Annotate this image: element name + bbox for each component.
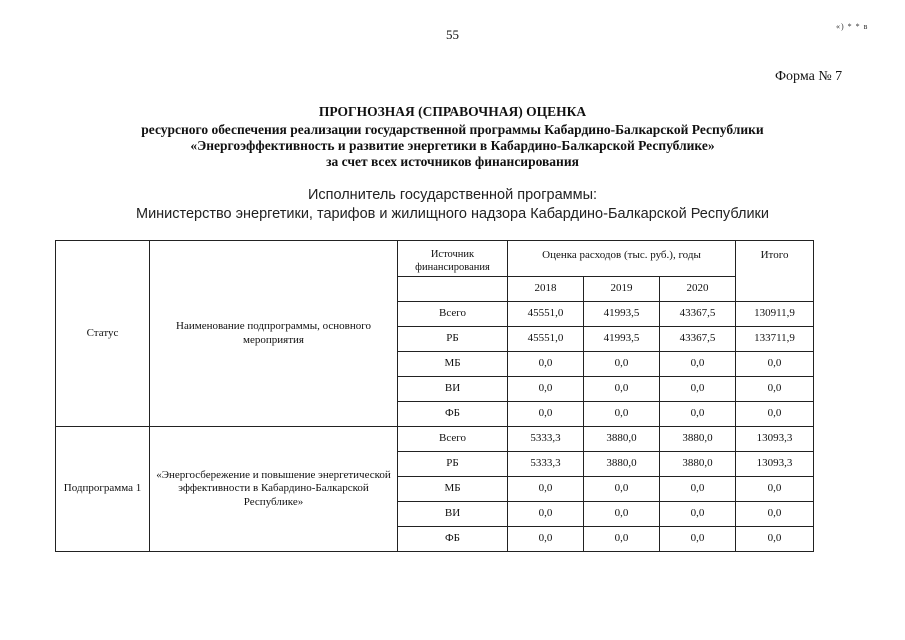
value-cell: 0,0 [584, 527, 660, 552]
header-total: Итого [736, 241, 814, 302]
value-cell: 0,0 [508, 527, 584, 552]
value-cell: 0,0 [660, 502, 736, 527]
status-cell: Статус [56, 241, 150, 427]
document-title: ПРОГНОЗНАЯ (СПРАВОЧНАЯ) ОЦЕНКА [318, 104, 587, 119]
value-cell: 0,0 [584, 352, 660, 377]
source-cell: ФБ [398, 527, 508, 552]
executor-label: Исполнитель государственной программы: [307, 187, 598, 203]
header-source-empty [398, 277, 508, 302]
value-cell: 3880,0 [660, 427, 736, 452]
value-cell: 41993,5 [584, 302, 660, 327]
value-cell: 0,0 [660, 477, 736, 502]
value-cell: 41993,5 [584, 327, 660, 352]
value-cell: 0,0 [508, 377, 584, 402]
name-cell: Наименование подпрограммы, основного мероприятия [150, 241, 398, 427]
source-cell: РБ [398, 327, 508, 352]
value-cell: 45551,0 [508, 327, 584, 352]
value-cell: 5333,3 [508, 452, 584, 477]
value-cell: 0,0 [508, 502, 584, 527]
value-cell: 0,0 [508, 402, 584, 427]
header-year-2020: 2020 [660, 277, 736, 302]
value-cell: 0,0 [660, 352, 736, 377]
value-cell: 0,0 [508, 477, 584, 502]
total-cell: 0,0 [736, 502, 814, 527]
total-cell: 0,0 [736, 377, 814, 402]
value-cell: 0,0 [660, 402, 736, 427]
total-cell: 130911,9 [736, 302, 814, 327]
value-cell: 5333,3 [508, 427, 584, 452]
source-cell: МБ [398, 477, 508, 502]
resource-estimate-table [55, 240, 814, 552]
value-cell: 0,0 [584, 502, 660, 527]
source-cell: ВИ [398, 377, 508, 402]
name-cell: «Энергосбережение и повышение энергетической эффективности в Кабардино-Балкарской Республике» [150, 427, 398, 552]
header-year-2019: 2019 [584, 277, 660, 302]
value-cell: 0,0 [584, 477, 660, 502]
value-cell: 43367,5 [660, 302, 736, 327]
source-cell: ВИ [398, 502, 508, 527]
value-cell: 0,0 [584, 402, 660, 427]
value-cell: 45551,0 [508, 302, 584, 327]
form-label: Форма № 7 [775, 69, 843, 84]
value-cell: 3880,0 [660, 452, 736, 477]
total-cell: 0,0 [736, 402, 814, 427]
corner-mark: «) * * в [836, 22, 869, 31]
header-year-2018: 2018 [508, 277, 584, 302]
source-cell: Всего [398, 302, 508, 327]
document-subtitle-line-3: за счет всех источников финансирования [326, 154, 579, 169]
header-row [56, 241, 814, 277]
source-cell: МБ [398, 352, 508, 377]
executor-name: Министерство энергетики, тарифов и жилищного надзора Кабардино-Балкарской Республики [135, 206, 769, 222]
page-number: 55 [446, 27, 459, 42]
source-cell: Всего [398, 427, 508, 452]
table-row [56, 427, 814, 452]
value-cell: 0,0 [584, 377, 660, 402]
status-cell: Подпрограмма 1 [56, 427, 150, 552]
value-cell: 0,0 [660, 527, 736, 552]
value-cell: 3880,0 [584, 427, 660, 452]
total-cell: 0,0 [736, 527, 814, 552]
value-cell: 43367,5 [660, 327, 736, 352]
source-cell: ФБ [398, 402, 508, 427]
source-cell: РБ [398, 452, 508, 477]
value-cell: 0,0 [508, 352, 584, 377]
total-cell: 0,0 [736, 352, 814, 377]
value-cell: 0,0 [660, 377, 736, 402]
header-source: Источник финансирования [398, 241, 508, 277]
header-estimate: Оценка расходов (тыс. руб.), годы [508, 241, 736, 277]
value-cell: 3880,0 [584, 452, 660, 477]
total-cell: 0,0 [736, 477, 814, 502]
total-cell: 13093,3 [736, 452, 814, 477]
document-subtitle-line-1: ресурсного обеспечения реализации государственной программы Кабардино-Балкарской Республики [141, 122, 764, 137]
total-cell: 133711,9 [736, 327, 814, 352]
document-subtitle-line-2: «Энергоэффективность и развитие энергетики в Кабардино-Балкарской Республике» [190, 138, 715, 153]
total-cell: 13093,3 [736, 427, 814, 452]
